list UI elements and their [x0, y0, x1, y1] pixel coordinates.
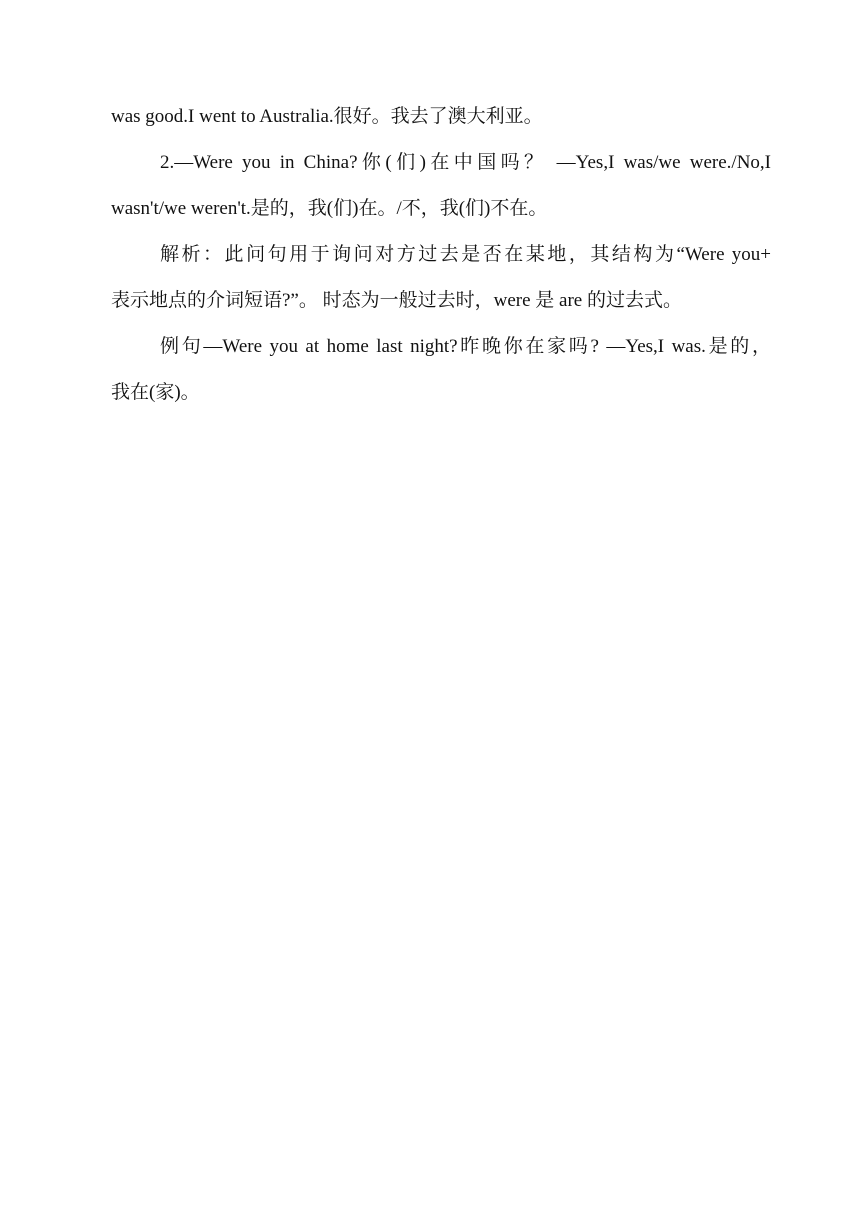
document-body: [111, 94, 771, 416]
text-line-continuation: was good.I went to Australia.很好。我去了澳大利亚。: [111, 106, 543, 127]
text-line-analysis: 解析：此问句用于询问对方过去是否在某地，其结构为“Were you+: [160, 244, 771, 265]
text-line-analysis-continued: 表示地点的介词短语?”。 时态为一般过去时，were 是 are 的过去式。: [111, 290, 682, 311]
text-line-answer-translation: wasn't/we weren't.是的，我(们)在。/不，我(们)不在。: [111, 198, 548, 219]
text-line-question-2: 2.—Were you in China?你(们)在中国吗？ —Yes,I was/we were./No,I: [160, 152, 771, 173]
text-line-example: 例句—Were you at home last night?昨晚你在家吗? —Yes,I was.是的，: [160, 336, 771, 357]
text-line-example-continued: 我在(家)。: [111, 382, 200, 403]
